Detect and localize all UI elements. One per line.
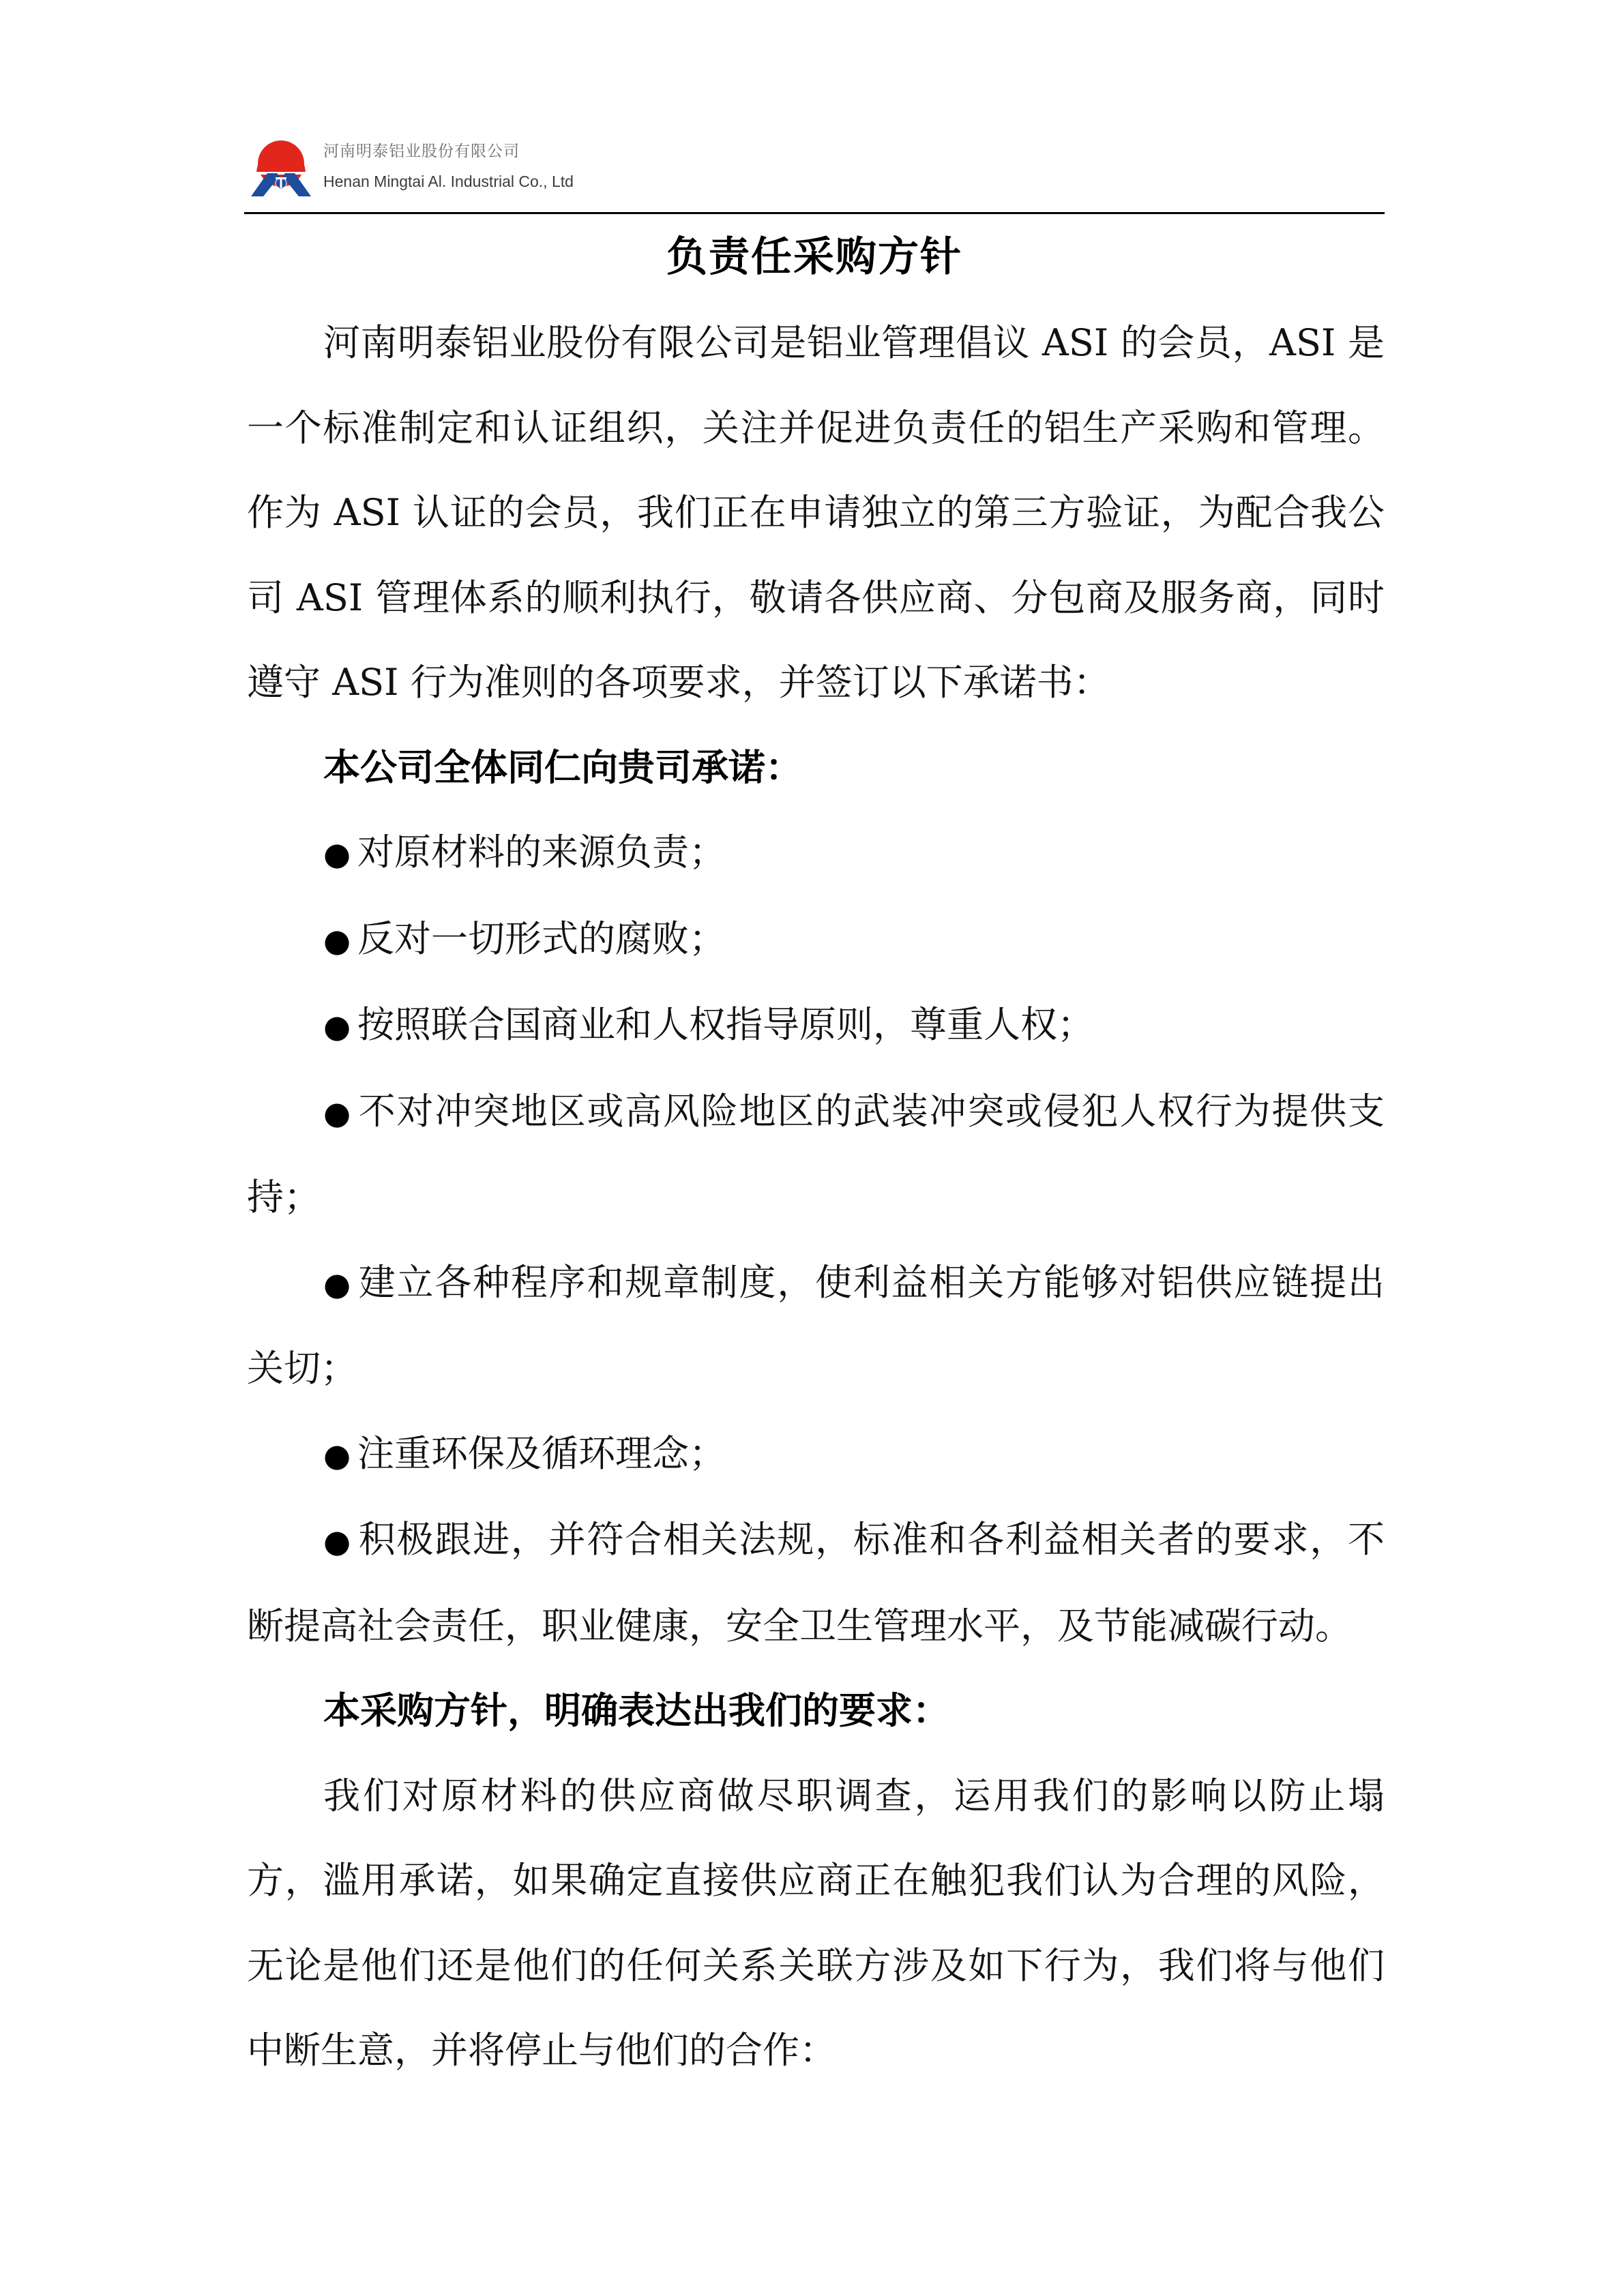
mingtai-logo-icon bbox=[250, 135, 312, 198]
bullet-icon: ● bbox=[323, 835, 351, 872]
letterhead bbox=[250, 134, 574, 199]
commitment-heading: 本公司全体同仁向贵司承诺： bbox=[323, 745, 802, 789]
commitment-list bbox=[247, 810, 1385, 1669]
bullet-icon: ● bbox=[323, 1094, 351, 1131]
list-item-text: 积极跟进，并符合相关法规，标准和各利益相关者的要求，不断提高社会责任，职业健康，安全卫生管理水平，及节能减碳行动。 bbox=[247, 1518, 1385, 1648]
list-item-text: 对原材料的来源负责； bbox=[357, 831, 726, 874]
bullet-icon: ● bbox=[323, 1523, 351, 1560]
bullet-icon: ● bbox=[323, 1436, 351, 1474]
list-item bbox=[247, 983, 1385, 1069]
document-title: 负责任采购方针 bbox=[666, 233, 962, 281]
list-item-text: 注重环保及循环理念； bbox=[357, 1431, 726, 1475]
list-item bbox=[247, 897, 1385, 983]
list-item bbox=[247, 1069, 1385, 1240]
company-name-en: Henan Mingtai Al. Industrial Co., Ltd bbox=[323, 173, 574, 190]
document-body bbox=[247, 301, 1385, 2093]
list-item bbox=[247, 1240, 1385, 1412]
intro-paragraph: 河南明泰铝业股份有限公司是铝业管理倡议 ASI 的会员，ASI 是一个标准制定和认证组织，关注并促进负责任的铝生产采购和管理。作为 ASI 认证的会员，我们正在申请独立的第三方验证，为配合我公司 ASI 管理体系的顺利执行，敬请各供应商、分包商及服务商，同时遵守 ASI 行为准则的各项要求，并签订以下承诺书： bbox=[247, 321, 1385, 704]
company-name-cn: 河南明泰铝业股份有限公司 bbox=[323, 143, 520, 160]
requirements-heading: 本采购方针，明确表达出我们的要求： bbox=[323, 1689, 949, 1732]
bullet-icon: ● bbox=[323, 1008, 351, 1045]
list-item-text: 反对一切形式的腐败； bbox=[357, 916, 726, 960]
bullet-icon: ● bbox=[323, 921, 351, 959]
list-item bbox=[247, 1497, 1385, 1669]
list-item bbox=[247, 1412, 1385, 1498]
company-name-block bbox=[323, 141, 574, 192]
header-divider bbox=[244, 212, 1385, 214]
list-item-text: 按照联合国商业和人权指导原则，尊重人权； bbox=[357, 1003, 1094, 1046]
list-item-text: 建立各种程序和规章制度，使利益相关方能够对铝供应链提出关切； bbox=[247, 1260, 1385, 1390]
bullet-icon: ● bbox=[323, 1265, 351, 1302]
list-item bbox=[247, 810, 1385, 897]
list-item-text: 不对冲突地区或高风险地区的武装冲突或侵犯人权行为提供支持； bbox=[247, 1089, 1385, 1219]
requirements-paragraph: 我们对原材料的供应商做尽职调查，运用我们的影响以防止塌方，滥用承诺，如果确定直接供应商正在触犯我们认为合理的风险，无论是他们还是他们的任何关系关联方涉及如下行为，我们将与他们中断生意，并将停止与他们的合作： bbox=[247, 1774, 1385, 2072]
